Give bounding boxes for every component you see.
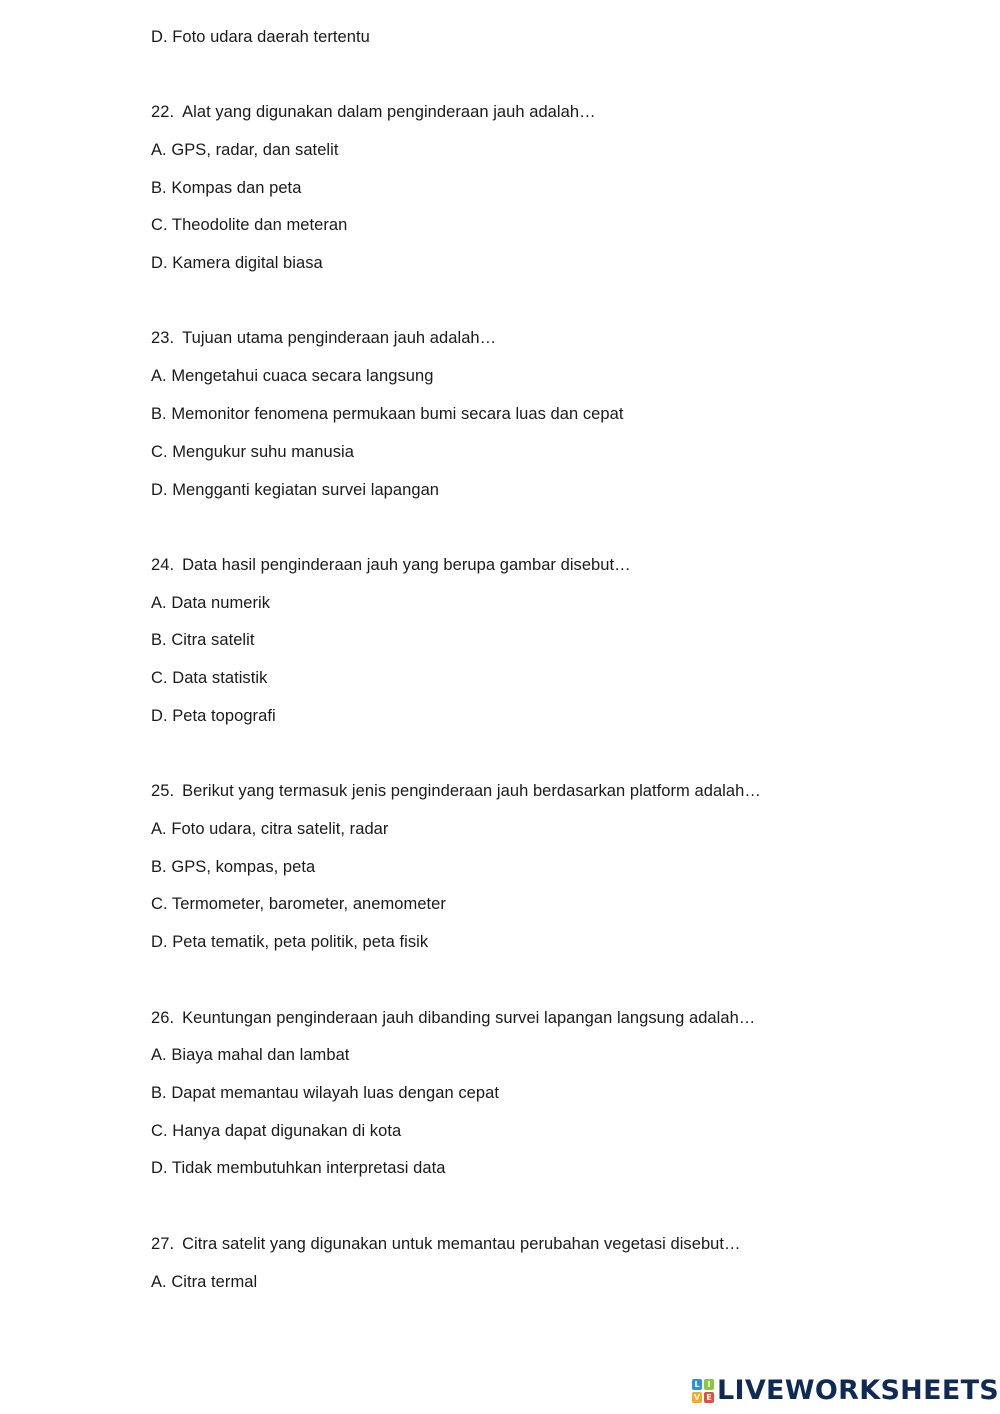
q24-option-a: A. Data numerik [151, 594, 271, 612]
q24-text: Data hasil penginderaan jauh yang berupa gambar disebut… [182, 556, 631, 574]
q24-question [151, 555, 631, 575]
q27-number: 27. [151, 1235, 175, 1253]
q25-option-b: B. GPS, kompas, peta [151, 858, 316, 876]
q23-option-a: A. Mengetahui cuaca secara langsung [151, 367, 434, 385]
q22-option-b: B. Kompas dan peta [151, 179, 302, 197]
q22-option-d: D. Kamera digital biasa [151, 254, 323, 272]
q26-option-a: A. Biaya mahal dan lambat [151, 1046, 350, 1064]
logo-tile-e: E [704, 1392, 714, 1403]
liveworksheets-logo [692, 1374, 999, 1408]
logo-tile-l: L [692, 1379, 702, 1390]
logo-tile-v: V [693, 1393, 701, 1402]
q22-option-a: A. GPS, radar, dan satelit [151, 141, 339, 159]
q24-option-d: D. Peta topografi [151, 707, 276, 725]
q26-question [151, 1008, 755, 1028]
q24-option-c: C. Data statistik [151, 669, 268, 687]
logo-tile-i: I [704, 1379, 714, 1390]
liveworksheets-grid-icon [692, 1379, 714, 1403]
q25-text: Berikut yang termasuk jenis penginderaan jauh berdasarkan platform adalah… [182, 782, 761, 800]
q27-text: Citra satelit yang digunakan untuk memantau perubahan vegetasi disebut… [182, 1235, 741, 1253]
q27-option-a: A. Citra termal [151, 1273, 258, 1291]
q26-text: Keuntungan penginderaan jauh dibanding survei lapangan langsung adalah… [182, 1009, 756, 1027]
q23-number: 23. [151, 329, 175, 347]
q27-question [151, 1234, 741, 1254]
q25-option-c: C. Termometer, barometer, anemometer [151, 895, 446, 913]
q23-option-b: B. Memonitor fenomena permukaan bumi secara luas dan cepat [151, 405, 624, 423]
logo-text: LIVEWORKSHEETS [717, 1375, 1000, 1406]
q25-option-d: D. Peta tematik, peta politik, peta fisik [151, 933, 429, 951]
q25-question [151, 781, 761, 801]
q25-number: 25. [151, 782, 175, 800]
q26-number: 26. [151, 1009, 175, 1027]
q22-number: 22. [151, 103, 175, 121]
q22-option-c: C. Theodolite dan meteran [151, 216, 348, 234]
q25-option-a: A. Foto udara, citra satelit, radar [151, 820, 389, 838]
q23-text: Tujuan utama penginderaan jauh adalah… [182, 329, 497, 347]
q22-text: Alat yang digunakan dalam penginderaan jauh adalah… [182, 103, 596, 121]
q24-option-b: B. Citra satelit [151, 631, 255, 649]
q23-option-d: D. Mengganti kegiatan survei lapangan [151, 481, 440, 499]
q26-option-c: C. Hanya dapat digunakan di kota [151, 1122, 402, 1140]
q24-number: 24. [151, 556, 175, 574]
q26-option-d: D. Tidak membutuhkan interpretasi data [151, 1159, 446, 1177]
q23-option-c: C. Mengukur suhu manusia [151, 443, 354, 461]
q23-question [151, 328, 496, 348]
q22-question [151, 102, 596, 122]
q21-option-d: D. Foto udara daerah tertentu [151, 28, 370, 46]
q26-option-b: B. Dapat memantau wilayah luas dengan cepat [151, 1084, 499, 1102]
